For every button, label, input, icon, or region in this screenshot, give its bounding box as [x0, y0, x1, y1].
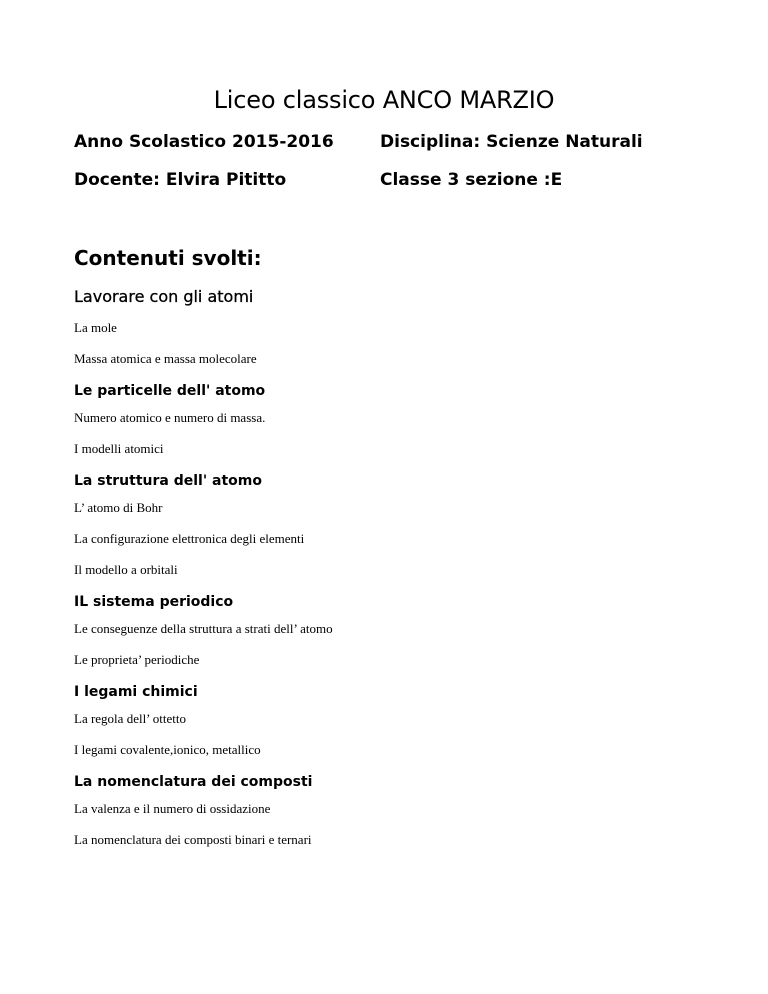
section-title: I legami chimici: [74, 684, 198, 700]
section: [74, 380, 694, 470]
subject: Disciplina: Scienze Naturali: [380, 132, 643, 152]
list-item: La valenza e il numero di ossidazione: [74, 801, 271, 816]
list-item: La regola dell’ ottetto: [74, 711, 187, 726]
list-item: Le proprieta’ periodiche: [74, 652, 200, 667]
section: [74, 681, 694, 771]
list-item: La nomenclatura dei composti binari e ternari: [74, 832, 312, 847]
list-item: I modelli atomici: [74, 441, 164, 456]
section-title: La struttura dell' atomo: [74, 473, 262, 489]
sections-list: [74, 284, 694, 861]
section-title: Lavorare con gli atomi: [74, 287, 254, 306]
section-title: IL sistema periodico: [74, 594, 234, 610]
section: [74, 591, 694, 681]
section: [74, 771, 694, 861]
teacher: Docente: Elvira Pititto: [74, 170, 287, 190]
list-item: Numero atomico e numero di massa.: [74, 410, 266, 425]
class-section: Classe 3 sezione :E: [380, 170, 563, 190]
section: [74, 284, 694, 380]
section-title: La nomenclatura dei composti: [74, 774, 313, 790]
list-item: Le conseguenze della struttura a strati dell’ atomo: [74, 621, 333, 636]
list-item: Il modello a orbitali: [74, 562, 178, 577]
list-item: I legami covalente,ionico, metallico: [74, 742, 261, 757]
list-item: La configurazione elettronica degli elementi: [74, 531, 305, 546]
school-year: Anno Scolastico 2015-2016: [74, 132, 334, 152]
list-item: La mole: [74, 320, 117, 335]
contents-heading: Contenuti svolti:: [74, 246, 262, 270]
section: [74, 470, 694, 591]
list-item: L’ atomo di Bohr: [74, 500, 163, 515]
list-item: Massa atomica e massa molecolare: [74, 351, 257, 366]
page-title: Liceo classico ANCO MARZIO: [213, 86, 555, 114]
section-title: Le particelle dell' atomo: [74, 383, 266, 399]
